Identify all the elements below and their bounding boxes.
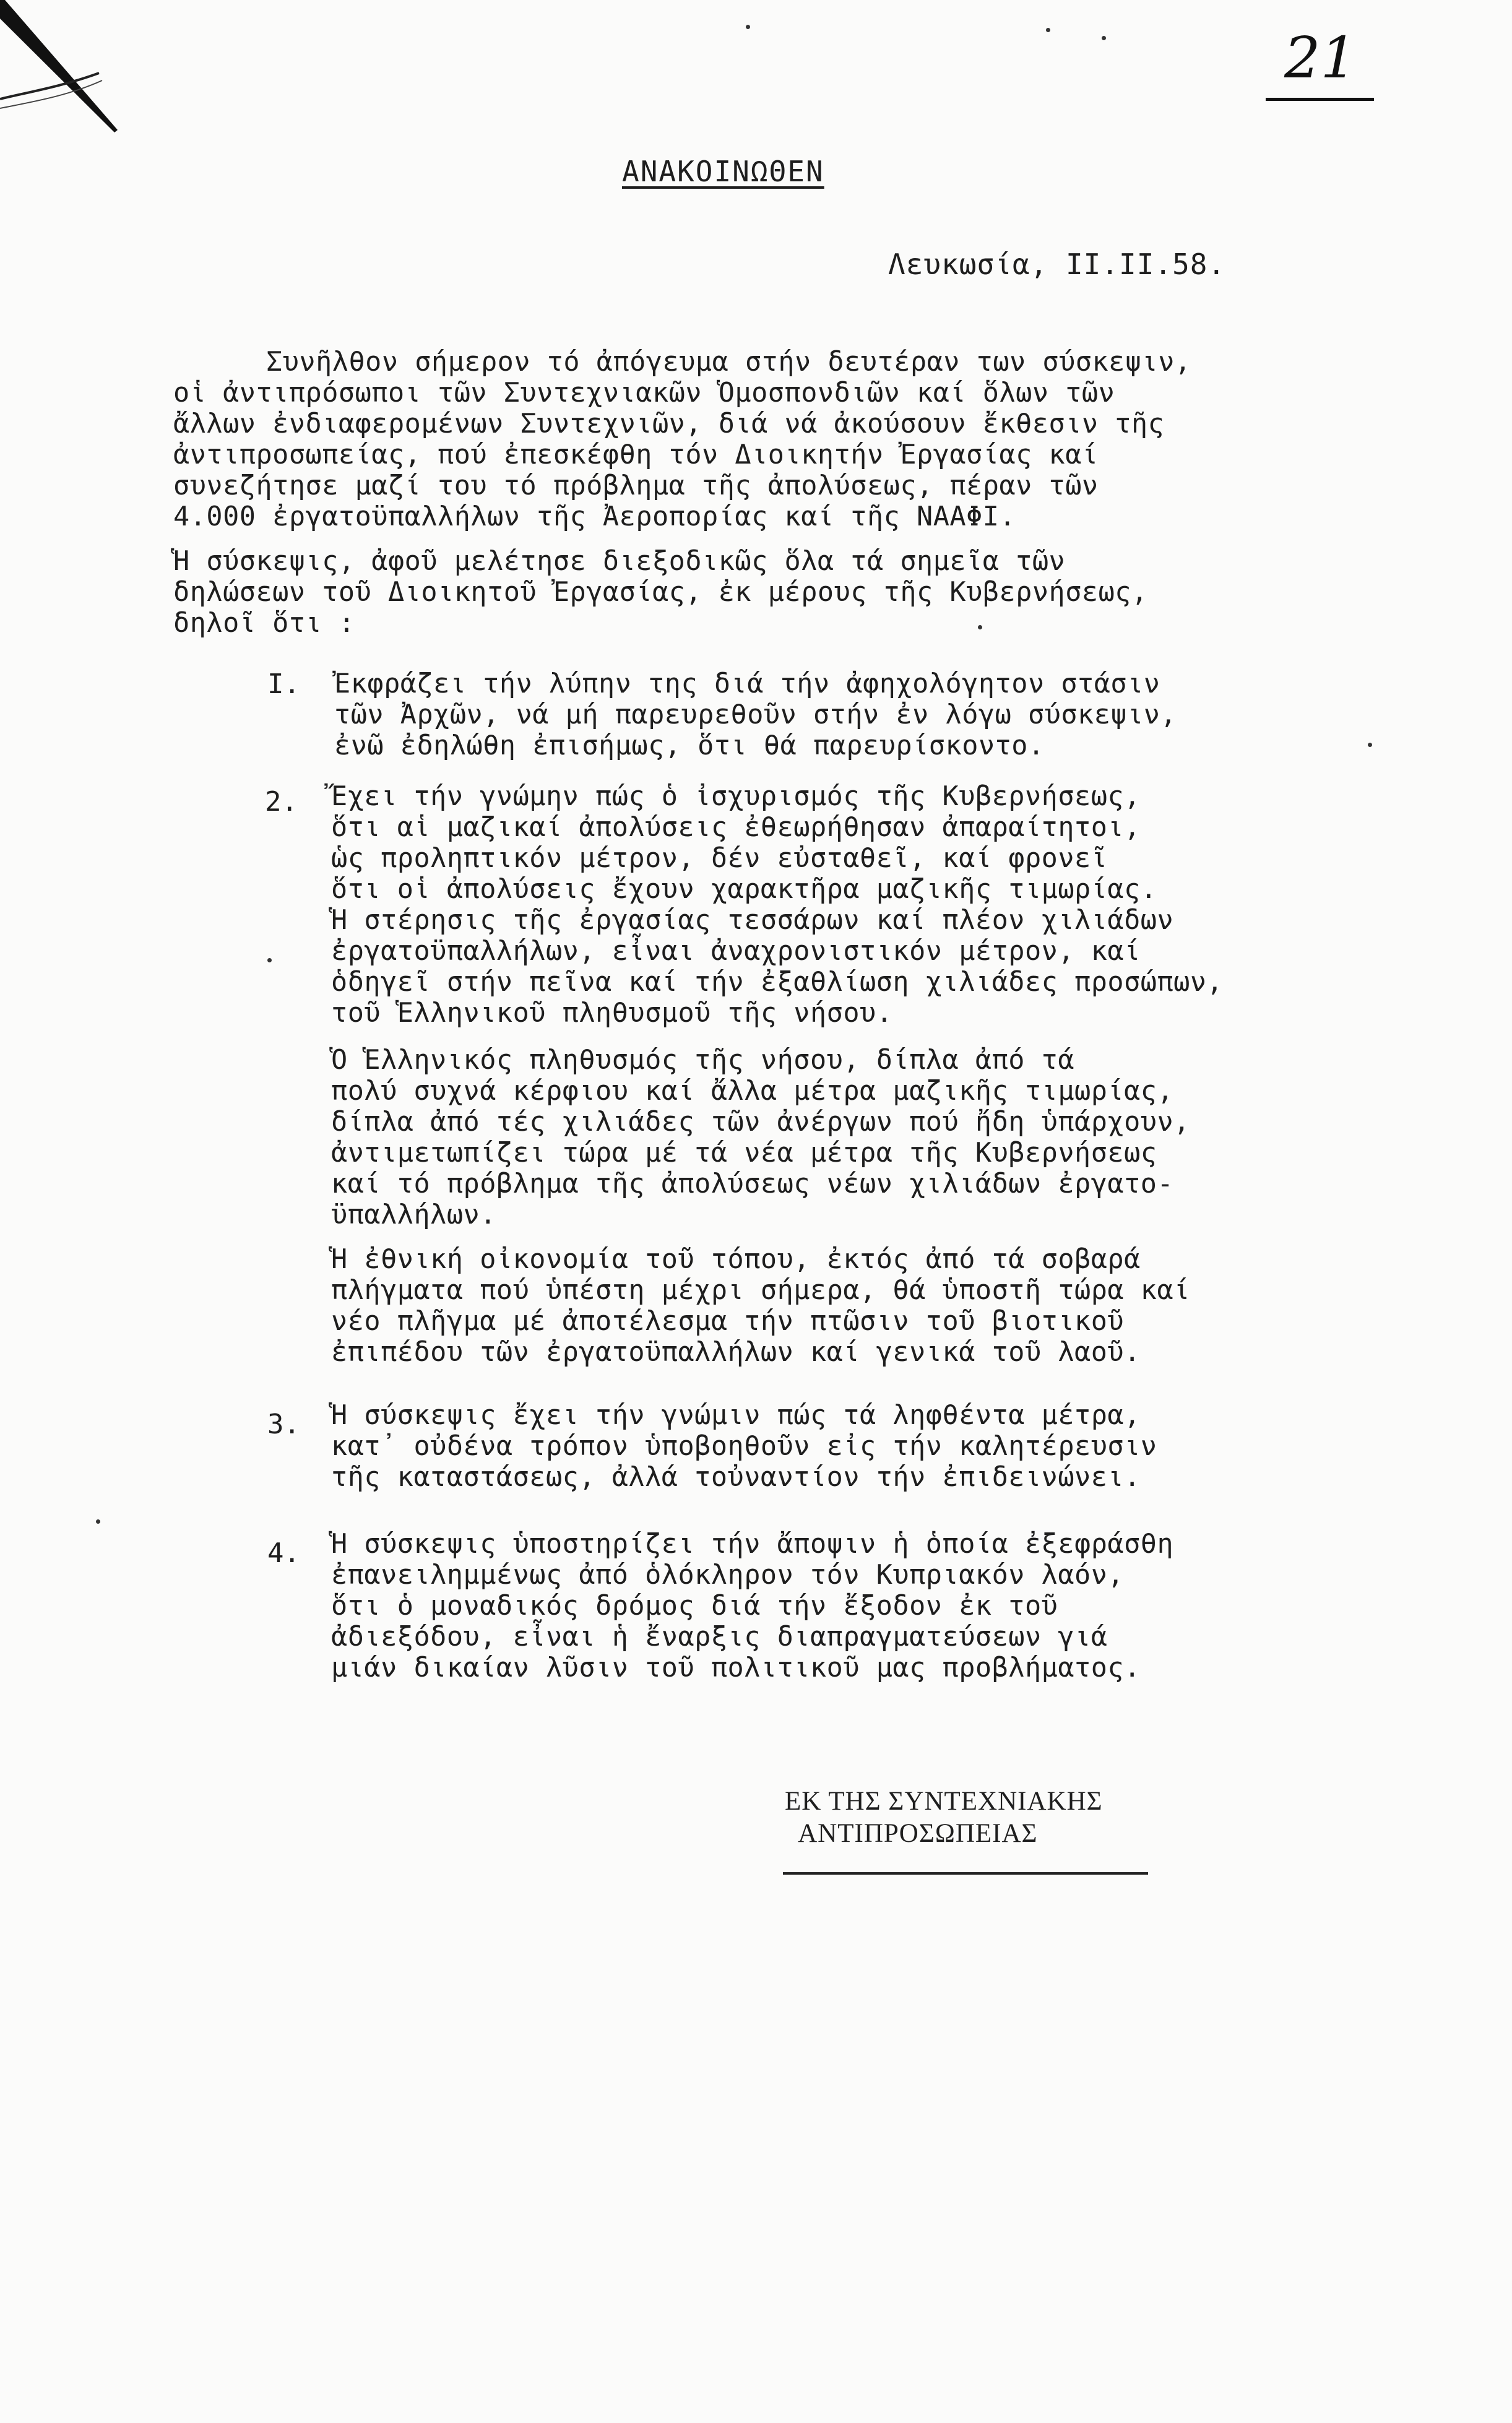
point-3-number: 3. — [267, 1409, 300, 1440]
point-2-continuation-1: Ὁ Ἑλληνικός πληθυσμός τῆς νήσου, δίπλα ἀπό τά πολύ συχνά κέρφιου καί ἄλλα μέτρα μαζικῆς τιμωρίας, δίπλα ἀπό τές χιλιάδες τῶν ἀνέργων πού ἤδη ὑπάρχουν, ἀντιμετωπίζει τώρα μέ τά νέα μέτρα τῆς Κυβερνήσεως καί τό πρόβλημα τῆς ἀπολύσεως νέων χιλιάδων ἐργατο- ϋπαλλήλων. — [331, 1045, 1190, 1230]
scan-speck — [1102, 36, 1106, 40]
point-3-text: Ἡ σύσκεψις ἔχει τήν γνώμιν πώς τά ληφθέντα μέτρα, κατ᾽ οὐδένα τρόπον ὑποβοηθοῦν εἰς τήν καλητέρευσιν τῆς καταστάσεως, ἀλλά τοὐναντίον τήν ἐπιδεινώνει. — [331, 1400, 1157, 1493]
point-2-continuation-2: Ἡ ἐθνική οἰκονομία τοῦ τόπου, ἐκτός ἀπό τά σοβαρά πλήγματα πού ὑπέστη μέχρι σήμερα, θά ὑποστῆ τώρα καί νέο πλῆγμα μέ ἀποτέλεσμα τήν πτῶσιν τοῦ βιοτικοῦ ἐπιπέδου τῶν ἐργατοϋπαλλήλων καί γενικά τοῦ λαοῦ. — [331, 1244, 1190, 1368]
document-title: ΑΝΑΚΟΙΝΩΘΕΝ — [622, 155, 824, 188]
scan-corner-artifact — [0, 0, 124, 136]
point-2-number: 2. — [265, 786, 298, 818]
signature-line — [783, 1872, 1148, 1875]
point-1-text: Ἐκφράζει τήν λύπην της διά τήν ἀφηχολόγητον στάσιν τῶν Ἀρχῶν, νά μή παρευρεθοῦν στήν ἐν λόγω σύσκεψιν, ἐνῶ ἐδηλώθη ἐπισήμως, ὅτι θά παρευρίσκοντο. — [334, 668, 1177, 761]
scan-speck — [978, 625, 982, 629]
scan-speck — [1046, 28, 1050, 32]
point-1-number: I. — [267, 668, 300, 700]
scan-speck — [1368, 743, 1372, 747]
intro-paragraph: Συνῆλθον σήμερον τό ἀπόγευμα στήν δευτέραν των σύσκεψιν, οἱ ἀντιπρόσωποι τῶν Συντεχνιακῶν Ὁμοσπονδιῶν καί ὅλων τῶν ἄλλων ἐνδιαφερομένων Συντεχνιῶν, διά νά ἀκούσουν ἔκθεσιν τῆς ἀντιπροσωπείας, πού ἐπεσκέφθη τόν Διοικητήν Ἐργασίας καί συνεζήτησε μαζί του τό πρόβλημα τῆς ἀπολύσεως, πέραν τῶν 4.000 ἐργατοϋπαλλήλων τῆς Ἀεροπορίας καί τῆς ΝΑΑΦΙ. — [173, 347, 1191, 532]
point-4-text: Ἡ σύσκεψις ὑποστηρίζει τήν ἄποψιν ἡ ὁποία ἐξεφράσθη ἐπανειλημμένως ἀπό ὁλόκληρον τόν Κυπριακόν λαόν, ὅτι ὁ μοναδικός δρόμος διά τήν ἔξοδον ἐκ τοῦ ἀδιεξόδου, εἶναι ἡ ἔναρξις διαπραγματεύσεων γιά μιάν δικαίαν λῦσιν τοῦ πολιτικοῦ μας προβλήματος. — [331, 1529, 1174, 1683]
scan-speck — [96, 1519, 100, 1524]
place-and-date: Λευκωσία, ΙΙ.ΙΙ.58. — [888, 248, 1226, 281]
scan-speck — [267, 958, 272, 962]
handwritten-page-number: 21 — [1284, 25, 1357, 91]
point-4-number: 4. — [267, 1537, 300, 1569]
point-2-text: Ἔχει τήν γνώμην πώς ὁ ἰσχυρισμός τῆς Κυβερνήσεως, ὅτι αἱ μαζικαί ἀπολύσεις ἐθεωρήθησαν ἀπαραίτητοι, ὡς προληπτικόν μέτρον, δέν εὐσταθεῖ, καί φρονεῖ ὅτι οἱ ἀπολύσεις ἔχουν χαρακτῆρα μαζικῆς τιμωρίας. Ἡ στέρησις τῆς ἐργασίας τεσσάρων καί πλέον χιλιάδων ἐργατοϋπαλλήλων, εἶναι ἀναχρονιστικόν μέτρον, καί ὁδηγεῖ στήν πεῖνα καί τήν ἐξαθλίωση χιλιάδες προσώπων, τοῦ Ἑλληνικοῦ πληθυσμοῦ τῆς νήσου. — [331, 781, 1224, 1029]
second-paragraph: Ἡ σύσκεψις, ἀφοῦ μελέτησε διεξοδικῶς ὅλα τά σημεῖα τῶν δηλώσεων τοῦ Διοικητοῦ Ἐργασίας, ἐκ μέρους τῆς Κυβερνήσεως, δηλοῖ ὅτι : — [173, 546, 1148, 639]
page-number-underline — [1266, 98, 1374, 101]
scan-speck — [746, 25, 750, 29]
signature-block: ΕΚ ΤΗΣ ΣΥΝΤΕΧΝΙΑΚΗΣ ΑΝΤΙΠΡΟΣΩΠΕΙΑΣ — [785, 1787, 1103, 1848]
